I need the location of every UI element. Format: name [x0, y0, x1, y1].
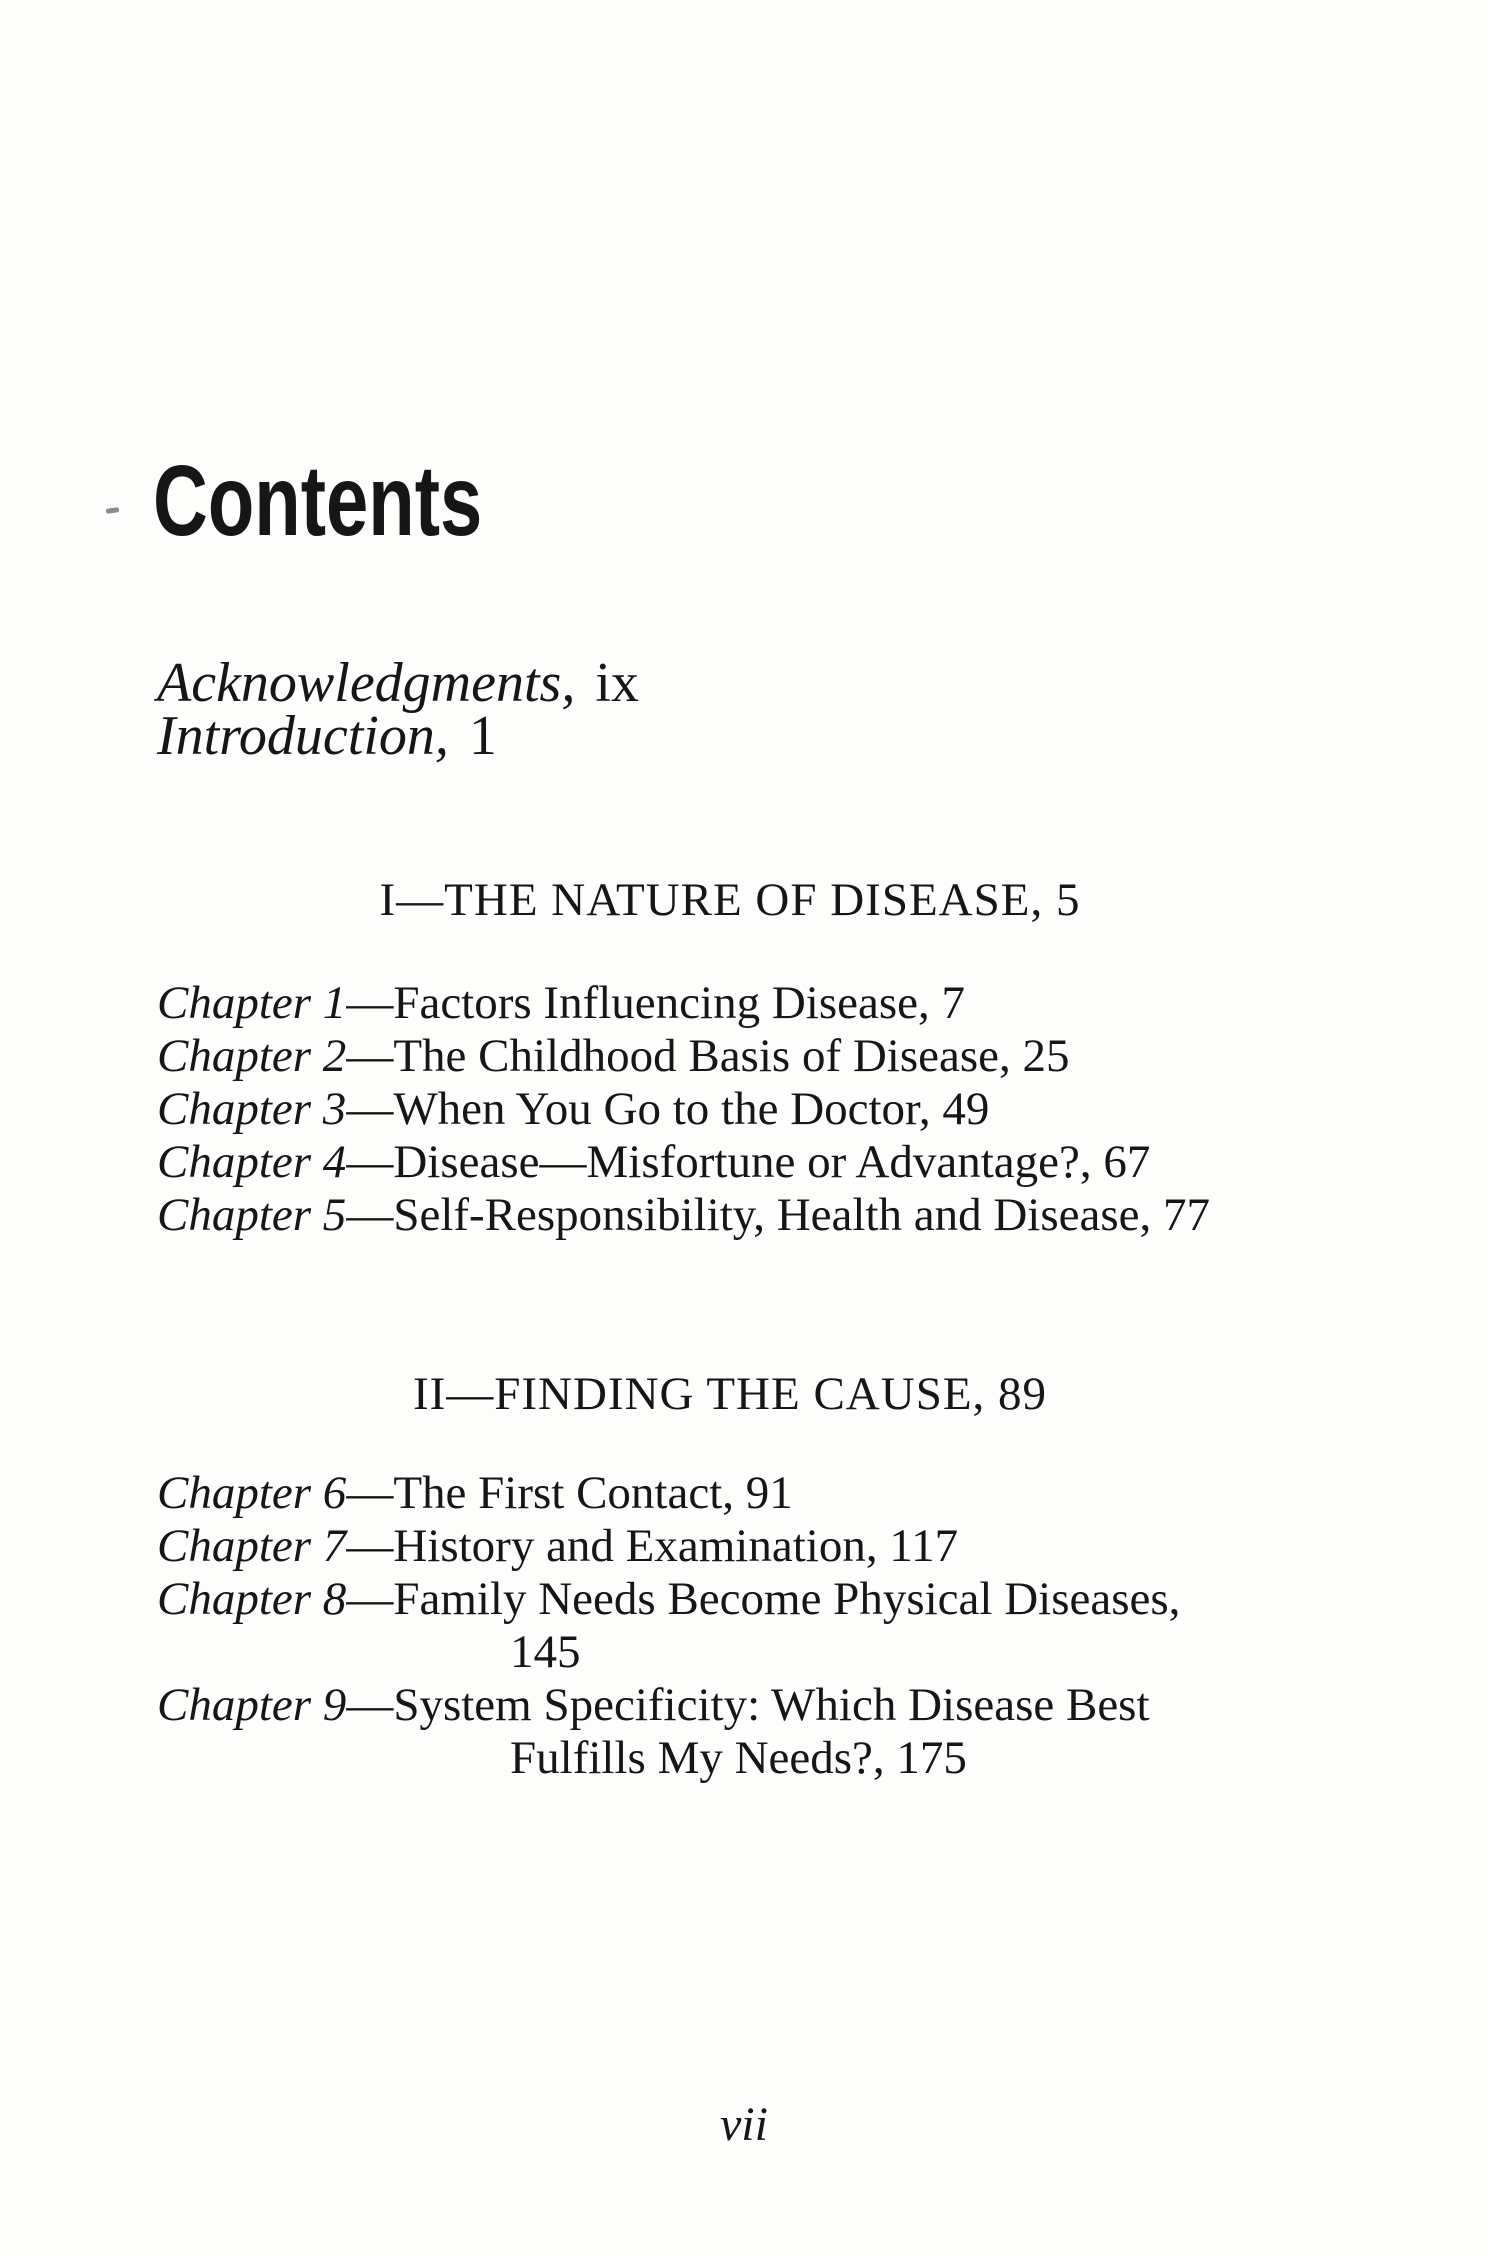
chapter-title: —History and Examination, 117	[346, 1520, 959, 1572]
front-matter-page-number: 1	[468, 705, 497, 767]
chapter-title: —System Specificity: Which Disease Best	[346, 1679, 1150, 1731]
front-matter-list	[157, 652, 639, 767]
chapter-number: Chapter 7	[157, 1520, 347, 1572]
chapter-title: —When You Go to the Doctor, 49	[346, 1083, 990, 1135]
front-matter-label: Introduction,	[157, 705, 449, 767]
toc-entry-continuation: Fulfills My Needs?, 175	[510, 1732, 967, 1784]
chapter-number: Chapter 5	[157, 1189, 347, 1241]
chapter-title: —Disease—Misfortune or Advantage?, 67	[346, 1136, 1151, 1188]
chapter-number: Chapter 8	[157, 1573, 347, 1625]
front-matter-label: Acknowledgments,	[157, 652, 576, 714]
chapter-title: —Factors Influencing Disease, 7	[346, 977, 965, 1029]
toc-entry	[157, 1520, 1367, 1573]
chapter-number: Chapter 1	[157, 977, 347, 1029]
front-matter-item	[157, 652, 639, 714]
chapter-number: Chapter 6	[157, 1467, 347, 1519]
toc-entry	[157, 1467, 1367, 1520]
folio-page-number: vii	[720, 2098, 768, 2151]
toc-entry	[157, 977, 1367, 1030]
toc-entry-continuation: 145	[510, 1626, 581, 1678]
toc-entry	[157, 1189, 1367, 1242]
section-heading-part-2: II—FINDING THE CAUSE, 89	[412, 1368, 1048, 1420]
toc-entry	[157, 1573, 1367, 1626]
chapter-number: Chapter 2	[157, 1030, 347, 1082]
chapter-list-part-2	[157, 1467, 1367, 1785]
scan-speck	[106, 507, 120, 514]
front-matter-item	[157, 705, 639, 767]
toc-entry	[157, 1030, 1367, 1083]
toc-entry	[157, 1679, 1367, 1732]
page-title: Contents	[153, 445, 483, 557]
toc-entry	[157, 1083, 1367, 1136]
chapter-title: —Self-Responsibility, Health and Disease, 77	[346, 1189, 1211, 1241]
chapter-list-part-1	[157, 977, 1367, 1242]
chapter-number: Chapter 3	[157, 1083, 347, 1135]
toc-entry	[157, 1136, 1367, 1189]
chapter-title: —The First Contact, 91	[346, 1467, 793, 1519]
chapter-number: Chapter 4	[157, 1136, 347, 1188]
chapter-number: Chapter 9	[157, 1679, 347, 1731]
chapter-title: —Family Needs Become Physical Diseases,	[346, 1573, 1181, 1625]
chapter-title: —The Childhood Basis of Disease, 25	[346, 1030, 1070, 1082]
section-heading-part-1: I—THE NATURE OF DISEASE, 5	[379, 874, 1081, 926]
front-matter-page-number: ix	[595, 652, 639, 714]
